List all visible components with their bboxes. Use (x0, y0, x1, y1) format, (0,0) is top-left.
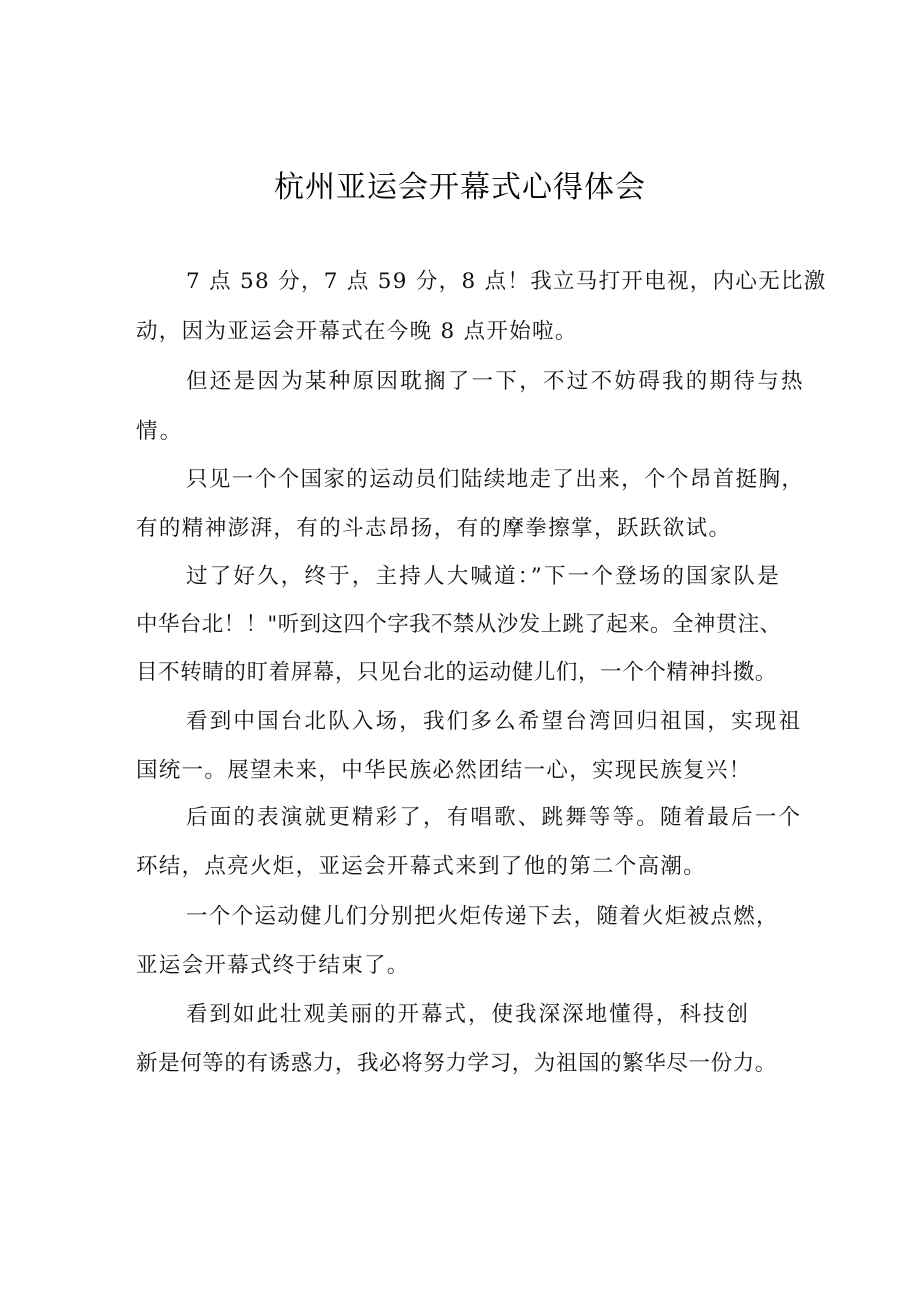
paragraph-8-line-2: 新是何等的有诱惑力，我必将努力学习，为祖国的繁华尽一份力。 (136, 1051, 777, 1076)
paragraph-7-line-1: 一个个运动健儿们分别把火炬传递下去，随着火炬被点燃， (186, 904, 779, 929)
paragraph-1-line-1: 7 点 58 分，7 点 59 分，8 点！我立马打开电视，内心无比激 (186, 269, 827, 294)
paragraph-4-line-2: 中华台北！！"听到这四个字我不禁从沙发上跳了起来。全神贯注、 (136, 612, 782, 637)
paragraph-6-line-2: 环结，点亮火炬，亚运会开幕式来到了他的第二个高潮。 (136, 854, 707, 879)
paragraph-4-line-3: 目不转睛的盯着屏幕，只见台北的运动健儿们，一个个精神抖擞。 (136, 660, 777, 685)
paragraph-1-line-2: 动，因为亚运会开幕式在今晚 8 点开始啦。 (136, 319, 578, 344)
paragraph-5-line-2: 国统一。展望未来，中华民族必然团结一心，实现民族复兴！ (136, 758, 752, 783)
paragraph-6-line-1: 后面的表演就更精彩了，有唱歌、跳舞等等。随着最后一个 (186, 805, 803, 830)
paragraph-2-line-2: 情。 (136, 419, 184, 444)
document-title: 杭州亚运会开幕式心得体会 (274, 170, 646, 205)
paragraph-4-line-1: 过了好久，终于，主持人大喊道：”下一个登场的国家队是 (186, 564, 781, 589)
paragraph-3-line-2: 有的精神澎湃，有的斗志昂扬，有的摩拳擦掌，跃跃欲试。 (136, 516, 732, 541)
paragraph-7-line-2: 亚运会开幕式终于结束了。 (136, 953, 410, 978)
paragraph-8-line-1: 看到如此壮观美丽的开幕式，使我深深地懂得，科技创 (186, 1002, 751, 1027)
paragraph-5-line-1: 看到中国台北队入场，我们多么希望台湾回归祖国，实现祖 (186, 709, 803, 734)
paragraph-2-line-1: 但还是因为某种原因耽搁了一下，不过不妨碍我的期待与热 (186, 369, 805, 394)
paragraph-3-line-1: 只见一个个国家的运动员们陆续地走了出来，个个昂首挺胸， (186, 467, 805, 492)
